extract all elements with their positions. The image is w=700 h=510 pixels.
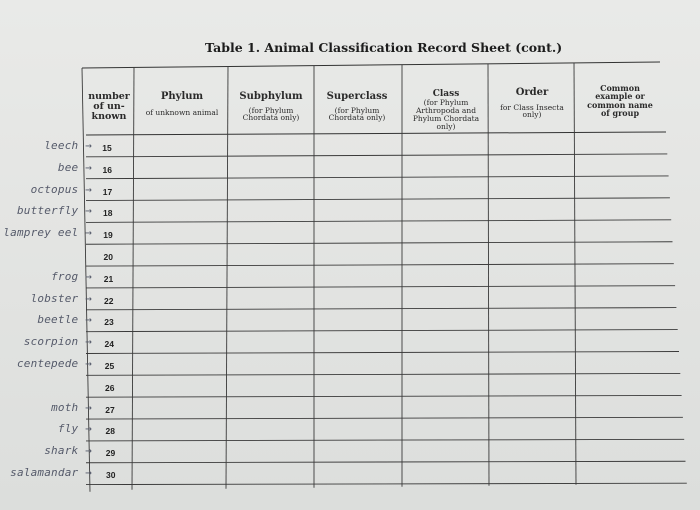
row-separator — [86, 198, 670, 201]
handwritten-animal-label: beetle → — [37, 313, 92, 327]
row-separator — [86, 330, 678, 332]
header-phylum: Phylum of unknown animal — [145, 91, 219, 117]
handwritten-animal-label: fly → — [57, 422, 92, 436]
row-number: 17 — [102, 186, 113, 197]
row-number: 26 — [105, 382, 115, 393]
row-number: 27 — [105, 404, 115, 415]
row-number: 24 — [104, 339, 114, 350]
row-number: 23 — [104, 317, 114, 328]
row-number: 29 — [105, 448, 116, 459]
row-separator — [86, 264, 674, 266]
row-separator — [86, 220, 671, 223]
column-separator — [132, 67, 134, 490]
handwritten-animal-label: salamandar → — [10, 465, 92, 479]
handwritten-animal-label: centepede → — [16, 356, 92, 370]
header-number: number of un-known — [88, 91, 130, 122]
handwritten-animal-label: frog → — [51, 269, 92, 283]
header-order: Order for Class Insecta only) — [500, 87, 564, 120]
column-separator — [488, 64, 489, 486]
row-number: 21 — [103, 273, 114, 284]
row-number: 25 — [104, 360, 115, 371]
handwritten-animal-label: lobster → — [30, 291, 92, 305]
handwritten-animal-label: shark → — [44, 444, 92, 458]
row-separator — [86, 176, 669, 179]
handwritten-animal-label: octopus → — [30, 182, 92, 196]
handwritten-animal-label: butterfly → — [16, 204, 92, 218]
row-number: 18 — [103, 208, 113, 219]
row-separator — [86, 461, 686, 463]
row-separator — [86, 308, 676, 310]
row-separator — [86, 154, 667, 157]
column-separator — [226, 66, 228, 489]
row-number: 16 — [102, 164, 112, 175]
row-number: 20 — [103, 251, 113, 262]
header-common-example: Common example or common name of group — [587, 83, 653, 119]
row-separator — [86, 352, 679, 354]
handwritten-animal-label: scorpion → — [23, 335, 92, 349]
row-number: 22 — [104, 295, 114, 306]
row-separator — [86, 439, 684, 441]
column-separator — [574, 63, 576, 485]
handwritten-animal-label: lamprey eel → — [3, 226, 92, 240]
handwritten-animal-label: bee → — [57, 160, 92, 174]
row-separator — [86, 417, 683, 419]
row-separator — [86, 483, 687, 484]
header-subphylum: Subphylum (for Phylum Chordata only) — [239, 91, 303, 123]
row-separator — [86, 373, 680, 375]
row-separator — [86, 286, 675, 288]
header-superclass: Superclass (for Phylum Chordata only) — [326, 91, 388, 123]
row-separator — [86, 242, 673, 245]
row-number: 15 — [102, 142, 112, 153]
row-number: 28 — [105, 426, 115, 437]
table-title: Table 1. Animal Classification Record Sheet (cont.) — [205, 40, 563, 55]
handwritten-animal-label: moth → — [51, 400, 92, 414]
row-number: 19 — [103, 230, 113, 241]
row-number: 30 — [106, 469, 116, 480]
handwritten-animal-label: leech → — [44, 138, 92, 152]
row-separator — [86, 395, 682, 397]
header-class: Class (for Phylum Arthropoda and Phylum Chordata only) — [412, 89, 480, 132]
